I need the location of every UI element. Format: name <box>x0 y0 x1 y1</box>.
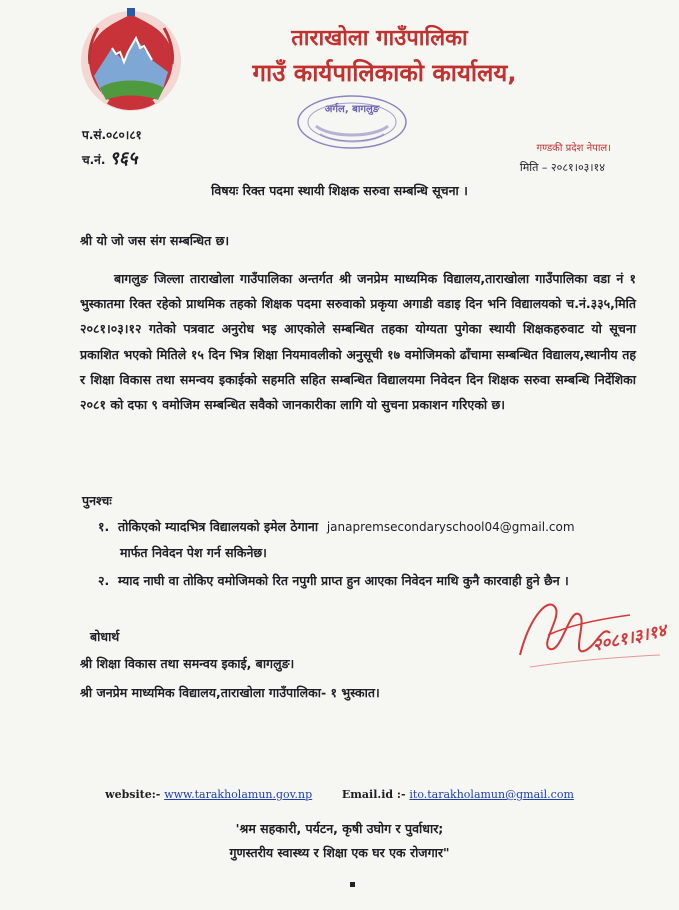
item-text: तोकिएको म्यादभित्र विद्यालयको इमेल ठेगाना <box>117 519 319 534</box>
postscript-item-1 <box>98 514 642 565</box>
reference-number: प.सं.०८०।८१ <box>82 128 142 142</box>
letter-body: बागलुङ जिल्ला ताराखोला गाउँपालिका अन्तर्गत श्री जनप्रेम माध्यमिक विद्यालय,ताराखोला गाउँपालिका वडा नं १ भुस्कातमा रिक्त रहेको प्राथमिक तहको शिक्षक पदमा सरुवाको प्रकृया अगाडी वडाइ दिन भनि विद्यालयको च.नं.३३५,मिति २०८१।०३।१२ गतेको पत्रवाट अनुरोध भइ आएकोले सम्बन्धित तहका योग्यता पुगेका स्थायी शिक्षकहरुवाट यो सूचना प्रकाशित भएको मितिले १५ दिन भित्र शिक्षा नियमावलीको अनुसूची १७ वमोजिमको ढाँचामा सम्बन्धित विद्यालय,स्थानीय तह र शिक्षा विकास तथा समन्वय इकाईको सहमति सहित सम्बन्धित विद्यालयमा निवेदन दिन शिक्षक सरुवा सम्बन्धि निर्देशिका २०८१ को दफा ९ वमोजिम सम्बन्धित सवैको जानकारीका लागि यो सुचना प्रकाशन गरिएको छ। <box>80 271 636 413</box>
dispatch-number <box>82 146 138 170</box>
letter-date: मिति – २०८१।०३।१४ <box>519 161 605 174</box>
email-link[interactable]: ito.tarakholamun@gmail.com <box>409 788 574 801</box>
cc-heading: बोधार्थ <box>90 629 120 644</box>
item-number: १. <box>98 519 110 534</box>
school-email[interactable]: janapremsecondaryschool04@gmail.com <box>326 520 575 534</box>
letter-subject: विषयः रिक्त पदमा स्थायी शिक्षक सरुवा सम्बन्धि सूचना । <box>211 183 468 198</box>
slogan-line-2: गुणस्तरीय स्वास्थ्य र शिक्षा एक घर एक रोजगार" <box>229 845 450 860</box>
salutation: श्री यो जो जस संग सम्बन्धित छ। <box>80 233 230 248</box>
cc-recipient-2: श्री जनप्रेम माध्यमिक विद्यालय,ताराखोला गाउँपालिका- १ भुस्कात। <box>80 685 380 700</box>
province-stamp: गण्डकी प्रदेश नेपाल। <box>536 143 611 154</box>
office-subtitle: गाउँ कार्यपालिकाको कार्यालय, <box>252 59 517 87</box>
signature-icon <box>510 585 670 675</box>
website-link[interactable]: www.tarakholamun.gov.np <box>164 788 313 801</box>
slogan-line-1: 'श्रम सहकारी, पर्यटन, कृषी उघोग र पुर्वाधार; <box>235 821 444 836</box>
cc-recipient-1: श्री शिक्षा विकास तथा समन्वय इकाई, बागलुङ। <box>80 656 295 671</box>
item-number: २. <box>98 573 110 588</box>
item-text: म्याद नाघी वा तोकिए वमोजिमको रित नपुगी प्राप्त हुन आएका निवेदन माथि कुनै कारवाही हुने छैन । <box>117 573 569 588</box>
email-label: Email.id :- <box>341 788 406 801</box>
item-text-continued: मार्फत निवेदन पेश गर्न सकिनेछ। <box>120 545 267 560</box>
page-dot <box>350 882 355 887</box>
footer-contacts <box>0 788 679 801</box>
stamp-text: अर्गल, बागलुङ <box>324 104 380 115</box>
office-name: ताराखोला गाउँपालिका <box>291 26 468 51</box>
signature-date: २०८१।३।१४ <box>590 620 669 656</box>
office-stamp-icon <box>290 92 410 152</box>
dispatch-number-label: च.नं. <box>82 153 106 167</box>
postscript-heading: पुनश्चः <box>82 493 112 508</box>
dispatch-number-value: ९६५ <box>109 148 138 169</box>
website-label: website:- <box>105 788 161 801</box>
